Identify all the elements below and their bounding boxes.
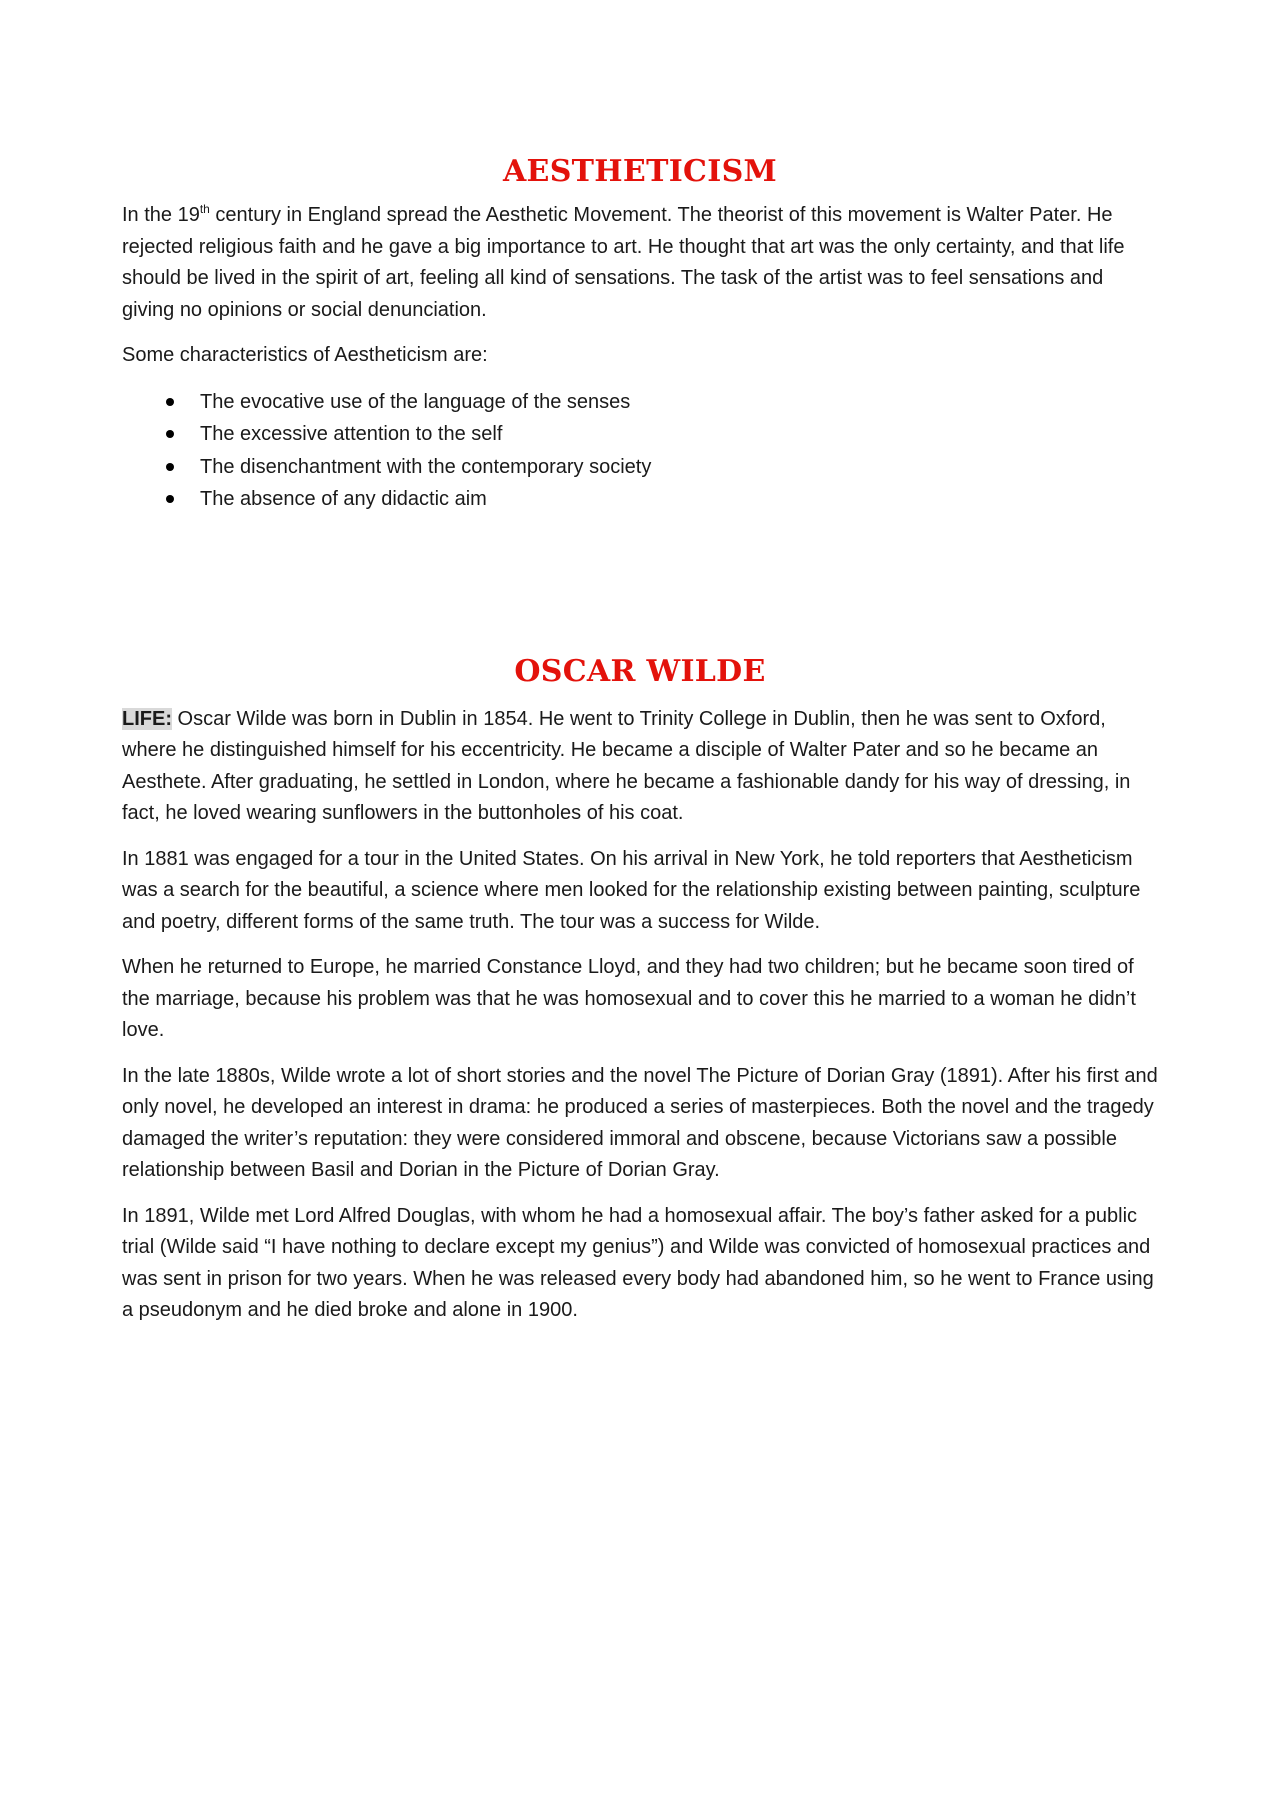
- aestheticism-paragraph: [122, 200, 1158, 326]
- para-text-post: century in England spread the Aesthetic Movement. The theorist of this movement is Walter Pater. He rejected religious faith and he gave a big importance to art. He thought that art was the only certainty, and that life should be lived in the spirit of art, feeling all kind of sensations. The task of the artist was to feel sensations and giving no opinions or social denunciation.: [122, 204, 1125, 321]
- superscript-th: th: [199, 202, 210, 216]
- trial-paragraph: In 1891, Wilde met Lord Alfred Douglas, with whom he had a homosexual affair. The boy’s father asked for a public trial (Wilde said “I have nothing to declare except my genius”) and Wilde was convicted of homosexual practices and was sent in prison for two years. When he was released every body had abandoned him, so he went to France using a pseudonym and he died broke and alone in 1900.: [122, 1204, 1154, 1321]
- list-item-text: The evocative use of the language of the senses: [200, 390, 631, 413]
- characteristics-intro: Some characteristics of Aestheticism are:: [122, 344, 488, 366]
- list-item-text: The absence of any didactic aim: [200, 488, 487, 510]
- us-tour-paragraph: In 1881 was engaged for a tour in the United States. On his arrival in New York, he told reporters that Aestheticism was a search for the beautiful, a science where men looked for the relationship existing between painting, sculpture and poetry, different forms of the same truth. The tour was a success for Wilde.: [122, 847, 1141, 933]
- bullet-icon: [166, 463, 174, 471]
- para-text-pre: In the 19: [122, 204, 200, 226]
- characteristics-list: [122, 386, 1158, 516]
- list-item-text: The excessive attention to the self: [200, 423, 503, 445]
- bullet-icon: [166, 398, 174, 406]
- life-label: LIFE:: [122, 707, 172, 730]
- bullet-icon: [166, 430, 174, 438]
- list-item: [166, 451, 1158, 484]
- life-text: Oscar Wilde was born in Dublin in 1854. He went to Trinity College in Dublin, then he was sent to Oxford, where he distinguished himself for his eccentricity. He became a disciple of Walter Pater and so he became an Aesthete. After graduating, he settled in London, where he became a fashionable dandy for his way of dressing, in fact, he loved wearing sunflowers in the buttonholes of his coat.: [122, 707, 1131, 824]
- life-paragraph: [122, 704, 1158, 830]
- works-paragraph: In the late 1880s, Wilde wrote a lot of short stories and the novel The Picture of Dorian Gray (1891). After his first and only novel, he developed an interest in drama: he produced a series of masterpieces. Both the novel and the tragedy damaged the writer’s reputation: they were considered immoral and obscene, because Victorians saw a possible relationship between Basil and Dorian in the Picture of Dorian Gray.: [122, 1064, 1158, 1181]
- list-item: [166, 483, 1158, 516]
- list-item: [166, 418, 1158, 451]
- aestheticism-heading: AESTHETICISM: [502, 154, 778, 189]
- oscar-wilde-heading: OSCAR WILDE: [514, 653, 766, 689]
- marriage-paragraph: When he returned to Europe, he married Constance Lloyd, and they had two children; but he became soon tired of the marriage, because his problem was that he was homosexual and to cover this he married to a woman he didn’t love.: [122, 956, 1136, 1041]
- list-item-text: The disenchantment with the contemporary society: [200, 455, 652, 478]
- list-item: [166, 386, 1158, 419]
- bullet-icon: [166, 495, 174, 503]
